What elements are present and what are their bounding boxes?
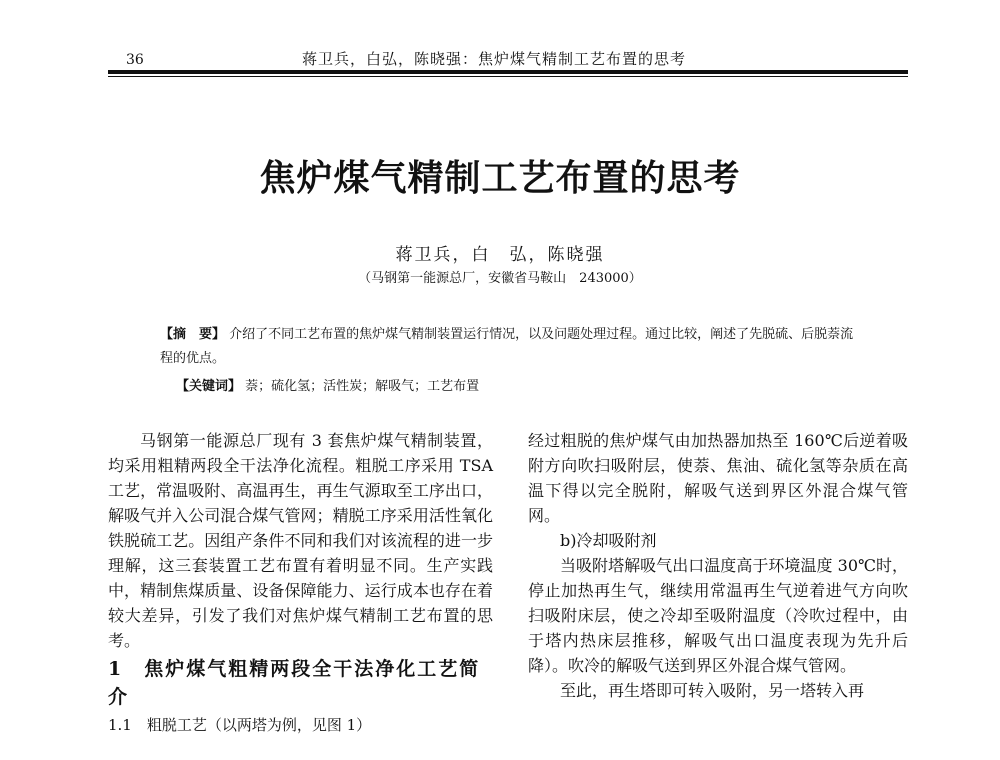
page-number: 36 [126,52,144,68]
abstract-label: 【摘 要】 [160,327,226,342]
abstract [160,323,860,371]
keywords-label: 【关键词】 [176,379,242,394]
abstract-text: 介绍了不同工艺布置的焦炉煤气精制装置运行情况，以及问题处理过程。通过比较，阐述了先脱硫、后脱萘流程的优点。 [160,327,854,366]
item-heading: b)冷却吸附剂 [560,531,657,550]
section-heading: 1 焦炉煤气粗精两段全干法净化工艺简介 [108,658,481,708]
left-column [108,428,493,738]
right-column [528,428,908,703]
affiliation: （马钢第一能源总厂，安徽省马鞍山 243000） [358,271,642,286]
header-rule-thick [108,70,908,74]
body-paragraph: 马钢第一能源总厂现有 3 套焦炉煤气精制装置，均采用粗精两段全干法净化流程。粗脱工序采用 TSA 工艺，常温吸附、高温再生，再生气源取至工序出口，解吸气并入公司混合煤气管网；精脱工序采用活性氧化铁脱硫工艺。因组产条件不同和我们对该流程的进一步理解，这三套装置工艺布置有着明显不同。生产实践中，精制焦煤质量、设备保障能力、运行成本也存在着较大差异，引发了我们对焦炉煤气精制工艺布置的思考。 [108,431,493,650]
body-paragraph: 经过粗脱的焦炉煤气由加热器加热至 160℃后逆着吸附方向吹扫吸附层，使萘、焦油、硫化氢等杂质在高温下得以完全脱附，解吸气送到界区外混合煤气管网。 [528,431,908,525]
paper-title: 焦炉煤气精制工艺布置的思考 [259,157,741,199]
keywords-text: 萘；硫化氢；活性炭；解吸气；工艺布置 [245,379,480,394]
body-paragraph: 当吸附塔解吸气出口温度高于环境温度 30℃时，停止加热再生气，继续用常温再生气逆着进气方向吹扫吸附床层，使之冷却至吸附温度（冷吹过程中，由于塔内热床层推移，解吸气出口温度表现为先升后降）。吹冷的解吸气送到界区外混合煤气管网。 [528,556,908,675]
subsection-heading: 1.1 粗脱工艺（以两塔为例，见图 1） [108,716,372,734]
authors: 蒋卫兵，白 弘，陈晓强 [395,245,605,265]
header-rule-thin [108,76,908,77]
body-paragraph: 至此，再生塔即可转入吸附，另一塔转入再 [560,681,865,700]
running-header: 蒋卫兵，白弘，陈晓强：焦炉煤气精制工艺布置的思考 [302,50,687,68]
keywords [176,375,479,394]
